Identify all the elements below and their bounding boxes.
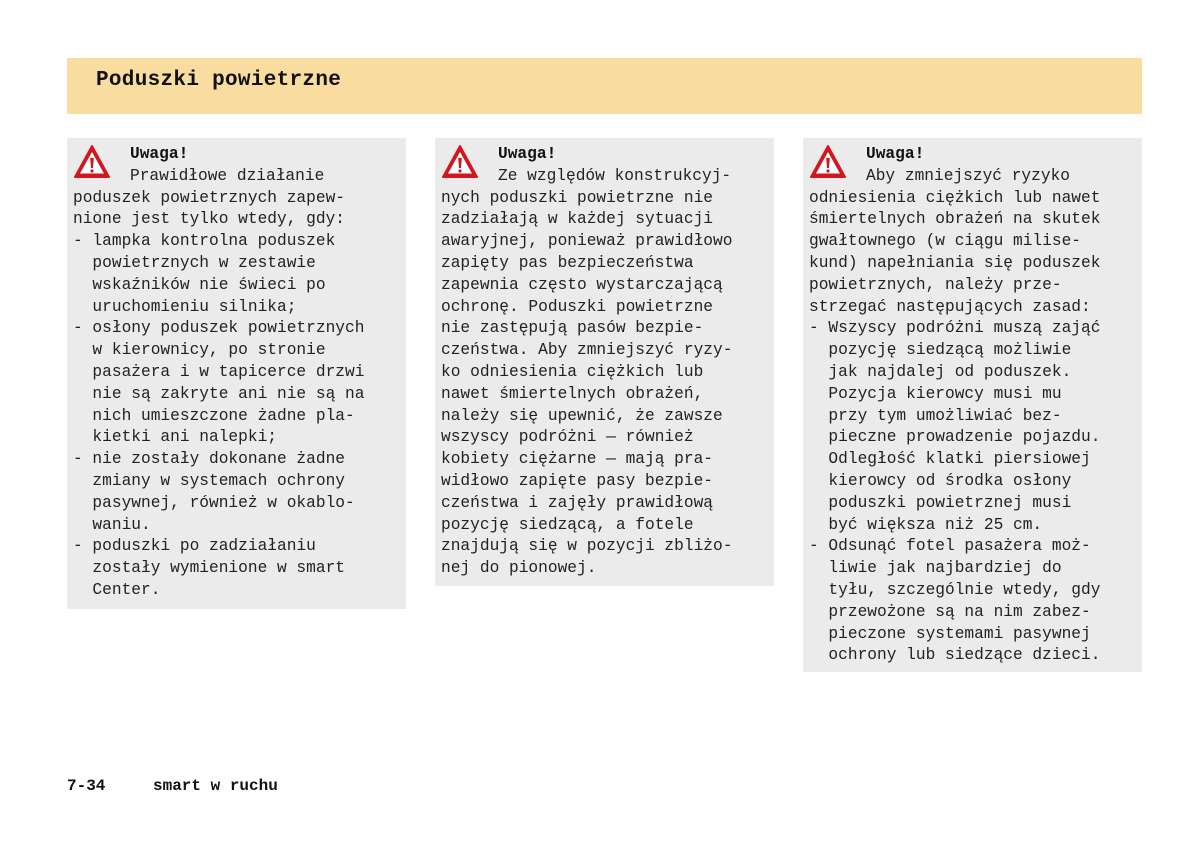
- page-title: Poduszki powietrzne: [96, 69, 342, 92]
- text-line: poduszki powietrznej musi: [809, 493, 1072, 512]
- text-line: przewożone są na nim zabez-: [809, 602, 1091, 621]
- warning-box-2: [435, 138, 774, 586]
- warning-triangle-icon: [809, 144, 847, 180]
- text-line: - nie zostały dokonane żadne: [73, 450, 345, 469]
- text-line: Ze względów konstrukcyj-: [498, 166, 732, 185]
- text-line: przy tym umożliwiać bez-: [809, 406, 1062, 425]
- text-line: czeństwa i zajęły prawidłową: [441, 493, 713, 512]
- text-line: Center.: [73, 580, 161, 599]
- text-line: jak najdalej od poduszek.: [809, 362, 1072, 381]
- text-line: w kierownicy, po stronie: [73, 341, 326, 360]
- text-line: wskaźników nie świeci po: [73, 275, 326, 294]
- footer-section-title: smart w ruchu: [153, 777, 278, 795]
- text-line: widłowo zapięte pasy bezpie-: [441, 471, 713, 490]
- text-line: kund) napełniania się poduszek: [809, 253, 1101, 272]
- warning-triangle-icon: [73, 144, 111, 180]
- warning-heading: Uwaga!: [866, 145, 925, 163]
- text-line: powietrznych, należy prze-: [809, 275, 1062, 294]
- text-line: Prawidłowe działanie: [130, 166, 325, 185]
- text-line: nej do pionowej.: [441, 559, 597, 578]
- text-line: kierowcy od środka osłony: [809, 471, 1072, 490]
- text-line: nie zastępują pasów bezpie-: [441, 319, 704, 338]
- warning-triangle-icon: [441, 144, 479, 180]
- text-line: nawet śmiertelnych obrażeń,: [441, 384, 704, 403]
- text-line: nich umieszczone żadne pla-: [73, 406, 355, 425]
- text-line: pasażera i w tapicerce drzwi: [73, 362, 365, 381]
- text-line: uruchomieniu silnika;: [73, 297, 297, 316]
- text-line: nione jest tylko wtedy, gdy:: [73, 210, 345, 229]
- text-line: znajdują się w pozycji zbliżo-: [441, 537, 733, 556]
- text-line: Pozycja kierowcy musi mu: [809, 384, 1062, 403]
- text-line: nych poduszki powietrzne nie: [441, 188, 713, 207]
- text-line: awaryjnej, ponieważ prawidłowo: [441, 232, 733, 251]
- warning-heading: Uwaga!: [498, 145, 557, 163]
- text-line: wszyscy podróżni — również: [441, 428, 694, 447]
- text-line: kietki ani nalepki;: [73, 428, 277, 447]
- text-line: gwałtownego (w ciągu milise-: [809, 232, 1081, 251]
- text-line: pieczne prowadzenie pojazdu.: [809, 428, 1101, 447]
- page-number: 7-34: [67, 777, 106, 795]
- text-line: - Odsunąć fotel pasażera moż-: [809, 537, 1091, 556]
- text-line: należy się upewnić, że zawsze: [441, 406, 723, 425]
- text-line: ochrony lub siedzące dzieci.: [809, 646, 1101, 665]
- text-line: pozycję siedzącą możliwie: [809, 341, 1072, 360]
- warning-heading: Uwaga!: [130, 145, 189, 163]
- text-line: zapewnia często wystarczającą: [441, 275, 723, 294]
- text-line: pozycję siedzącą, a fotele: [441, 515, 694, 534]
- text-line: ko odniesienia ciężkich lub: [441, 362, 704, 381]
- text-line: poduszek powietrznych zapew-: [73, 188, 345, 207]
- text-line: liwie jak najbardziej do: [809, 559, 1062, 578]
- text-line: nie są zakryte ani nie są na: [73, 384, 365, 403]
- text-line: zapięty pas bezpieczeństwa: [441, 253, 694, 272]
- text-line: powietrznych w zestawie: [73, 253, 316, 272]
- text-line: tyłu, szczególnie wtedy, gdy: [809, 580, 1101, 599]
- text-line: zadziałają w każdej sytuacji: [441, 210, 713, 229]
- text-line: - osłony poduszek powietrznych: [73, 319, 365, 338]
- text-line: - poduszki po zadziałaniu: [73, 537, 316, 556]
- text-line: śmiertelnych obrażeń na skutek: [809, 210, 1101, 229]
- text-line: być większa niż 25 cm.: [809, 515, 1043, 534]
- text-line: Aby zmniejszyć ryzyko: [866, 166, 1070, 185]
- warning-box-3: [803, 138, 1142, 672]
- text-line: zostały wymienione w smart: [73, 559, 345, 578]
- text-line: - lampka kontrolna poduszek: [73, 232, 336, 251]
- text-line: strzegać następujących zasad:: [809, 297, 1091, 316]
- text-line: odniesienia ciężkich lub nawet: [809, 188, 1101, 207]
- text-line: czeństwa. Aby zmniejszyć ryzy-: [441, 341, 733, 360]
- text-line: Odległość klatki piersiowej: [809, 450, 1091, 469]
- text-line: - Wszyscy podróżni muszą zająć: [809, 319, 1101, 338]
- text-line: pasywnej, również w okablo-: [73, 493, 355, 512]
- text-line: zmiany w systemach ochrony: [73, 471, 345, 490]
- text-line: kobiety ciężarne — mają pra-: [441, 450, 713, 469]
- text-line: waniu.: [73, 515, 151, 534]
- warning-box-1: [67, 138, 406, 609]
- section-header: [67, 58, 1142, 114]
- text-line: ochronę. Poduszki powietrzne: [441, 297, 713, 316]
- text-line: pieczone systemami pasywnej: [809, 624, 1091, 643]
